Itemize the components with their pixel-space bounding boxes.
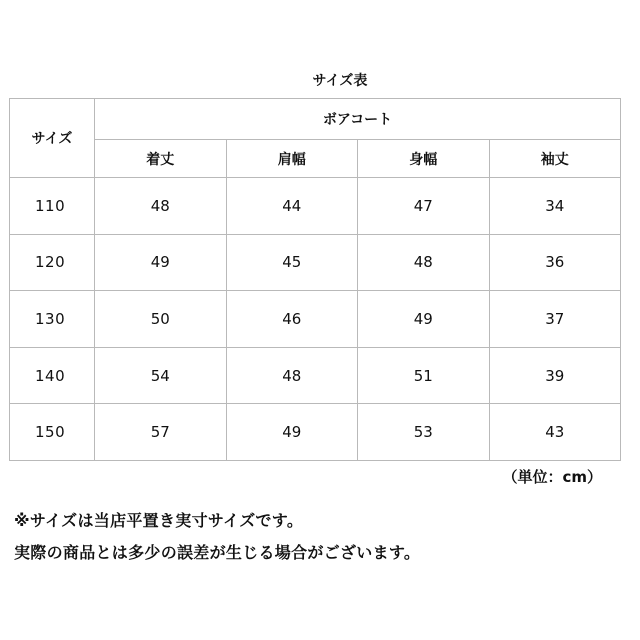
value-cell: 49 — [226, 404, 358, 461]
value-cell: 43 — [489, 404, 621, 461]
size-cell: 150 — [10, 404, 95, 461]
value-cell: 46 — [226, 291, 358, 348]
table-row — [10, 291, 621, 348]
page-title: サイズ表 — [312, 73, 368, 89]
value-cell: 39 — [489, 347, 621, 404]
value-cell: 48 — [226, 347, 358, 404]
value-cell: 53 — [358, 404, 490, 461]
value-cell: 44 — [226, 178, 358, 235]
size-cell: 110 — [10, 178, 95, 235]
column-header-chest: 身幅 — [358, 140, 490, 178]
product-group-header: ボアコート — [95, 99, 621, 140]
table-row — [10, 234, 621, 291]
column-header-shoulder: 肩幅 — [226, 140, 358, 178]
table-header-row — [10, 99, 621, 140]
size-cell: 140 — [10, 347, 95, 404]
unit-label: （単位：cm） — [502, 468, 602, 486]
table-row — [10, 404, 621, 461]
note-tolerance: 実際の商品とは多少の誤差が生じる場合がございます。 — [14, 543, 421, 562]
value-cell: 54 — [95, 347, 227, 404]
value-cell: 45 — [226, 234, 358, 291]
value-cell: 49 — [358, 291, 490, 348]
table-row — [10, 178, 621, 235]
value-cell: 49 — [95, 234, 227, 291]
value-cell: 57 — [95, 404, 227, 461]
table-row — [10, 347, 621, 404]
value-cell: 51 — [358, 347, 490, 404]
value-cell: 48 — [95, 178, 227, 235]
size-cell: 120 — [10, 234, 95, 291]
value-cell: 36 — [489, 234, 621, 291]
size-cell: 130 — [10, 291, 95, 348]
note-measurement: ※サイズは当店平置き実寸サイズです。 — [14, 511, 304, 530]
value-cell: 47 — [358, 178, 490, 235]
value-cell: 48 — [358, 234, 490, 291]
table-subheader-row — [10, 140, 621, 178]
value-cell: 37 — [489, 291, 621, 348]
size-table — [9, 98, 621, 461]
value-cell: 50 — [95, 291, 227, 348]
value-cell: 34 — [489, 178, 621, 235]
column-header-sleeve: 袖丈 — [489, 140, 621, 178]
column-header-length: 着丈 — [95, 140, 227, 178]
size-column-header: サイズ — [10, 99, 95, 178]
